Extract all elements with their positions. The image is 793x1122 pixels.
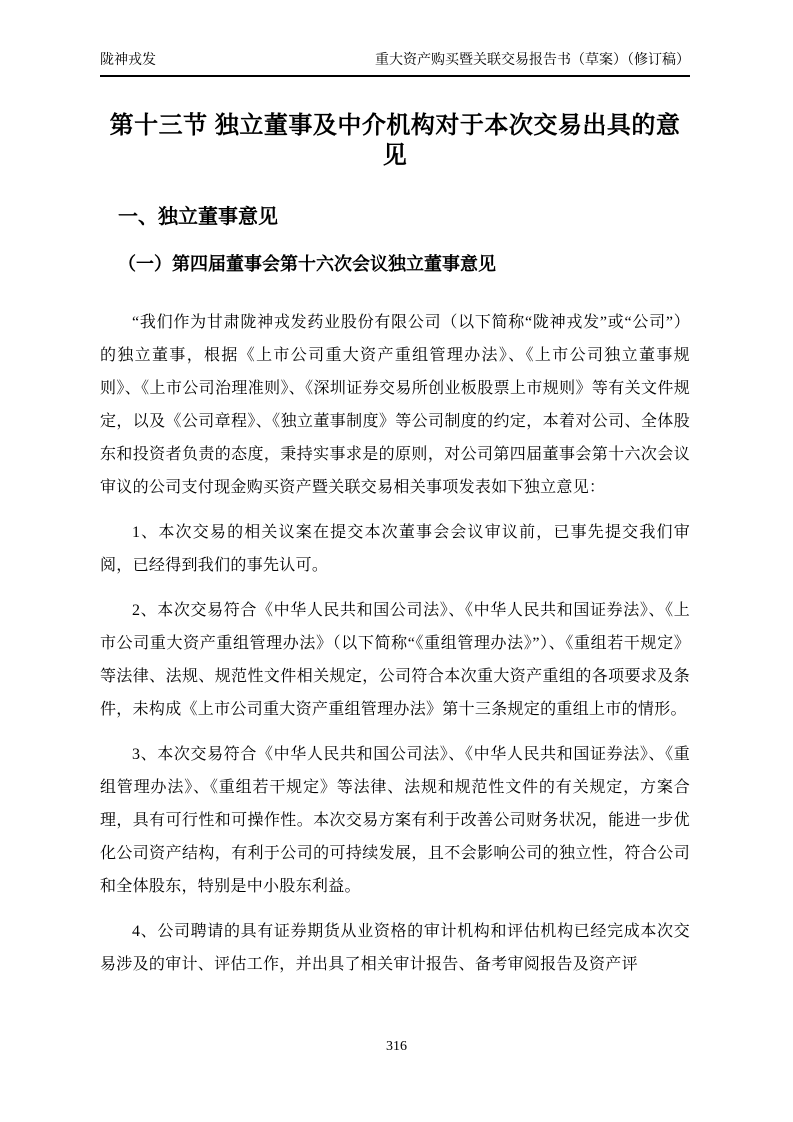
body-paragraph: 2、本次交易符合《中华人民共和国公司法》、《中华人民共和国证券法》、《上市公司重大资产重组管理办法》（以下简称“《重组管理办法》”）、《重组若干规定》等法律、法规、规范性文件相关规定，公司符合本次重大资产重组的各项要求及条件，未构成《上市公司重大资产重组管理办法》第十三条规定的重组上市的情形。 [100,602,690,718]
document-body [100,306,690,981]
body-paragraph: 3、本次交易符合《中华人民共和国公司法》、《中华人民共和国证券法》、《重组管理办法》、《重组若干规定》等法律、法规和规范性文件的有关规定，方案合理，具有可行性和可操作性。本次交易方案有利于改善公司财务状况，能进一步优化公司资产结构，有利于公司的可持续发展，且不会影响公司的独立性，符合公司和全体股东，特别是中小股东利益。 [100,746,690,895]
body-paragraph: “我们作为甘肃陇神戎发药业股份有限公司（以下简称“陇神戎发”或“公司”）的独立董事，根据《上市公司重大资产重组管理办法》、《上市公司独立董事规则》、《上市公司治理准则》、《深圳证券交易所创业板股票上市规则》等有关文件规定，以及《公司章程》、《独立董事制度》等公司制度的约定，本着对公司、全体股东和投资者负责的态度，秉持实事求是的原则，对公司第四届董事会第十六次会议审议的公司支付现金购买资产暨关联交易相关事项发表如下独立意见： [100,314,690,496]
page-number: 316 [386,1039,407,1054]
header-company-name: 陇神戎发 [100,53,156,68]
header-report-title: 重大资产购买暨关联交易报告书（草案）（修订稿） [375,53,690,68]
subsection-heading: （一）第四届董事会第十六次会议独立董事意见 [118,254,496,274]
body-paragraph: 1、本次交易的相关议案在提交本次董事会会议审议前，已事先提交我们审阅，已经得到我们的事先认可。 [100,524,690,574]
page-header [100,52,690,77]
document-title: 第十三节 独立董事及中介机构对于本次交易出具的意见 [109,112,681,169]
section-heading: 一、独立董事意见 [118,206,278,228]
body-paragraph: 4、公司聘请的具有证券期货从业资格的审计机构和评估机构已经完成本次交易涉及的审计、评估工作，并出具了相关审计报告、备考审阅报告及资产评 [100,923,690,973]
